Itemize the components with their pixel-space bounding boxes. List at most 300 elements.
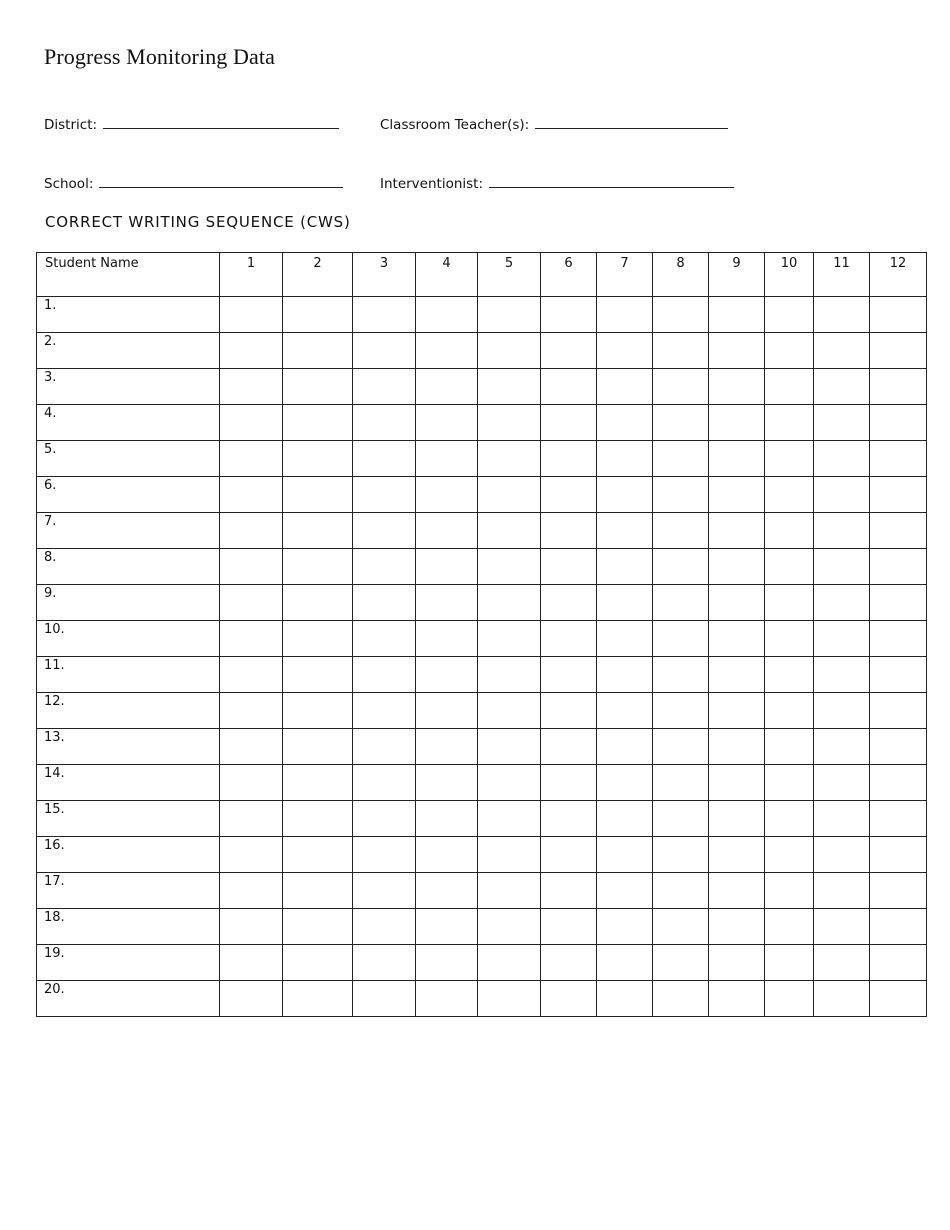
score-cell[interactable] <box>709 909 765 945</box>
score-cell[interactable] <box>416 801 478 837</box>
score-cell[interactable] <box>765 765 814 801</box>
score-cell[interactable] <box>283 909 353 945</box>
score-cell[interactable] <box>870 693 927 729</box>
score-cell[interactable] <box>541 369 597 405</box>
student-name-cell[interactable]: 15. <box>37 801 220 837</box>
score-cell[interactable] <box>478 873 541 909</box>
score-cell[interactable] <box>814 873 870 909</box>
score-cell[interactable] <box>283 369 353 405</box>
score-cell[interactable] <box>870 837 927 873</box>
score-cell[interactable] <box>870 729 927 765</box>
score-cell[interactable] <box>541 513 597 549</box>
score-cell[interactable] <box>353 981 416 1017</box>
score-cell[interactable] <box>709 441 765 477</box>
table-row <box>37 765 927 801</box>
score-cell[interactable] <box>653 297 709 333</box>
week-header: 3 <box>353 253 416 297</box>
score-cell[interactable] <box>541 621 597 657</box>
score-cell[interactable] <box>765 549 814 585</box>
score-cell[interactable] <box>478 369 541 405</box>
table-row <box>37 657 927 693</box>
table-row <box>37 693 927 729</box>
student-name-cell[interactable]: 8. <box>37 549 220 585</box>
score-cell[interactable] <box>541 801 597 837</box>
score-cell[interactable] <box>220 369 283 405</box>
score-cell[interactable] <box>870 513 927 549</box>
score-cell[interactable] <box>416 405 478 441</box>
week-header: 9 <box>709 253 765 297</box>
score-cell[interactable] <box>765 405 814 441</box>
score-cell[interactable] <box>765 333 814 369</box>
score-cell[interactable] <box>478 657 541 693</box>
score-cell[interactable] <box>283 657 353 693</box>
classroom-teacher-field[interactable] <box>380 117 728 133</box>
score-cell[interactable] <box>220 477 283 513</box>
table-row <box>37 909 927 945</box>
score-cell[interactable] <box>653 909 709 945</box>
score-cell[interactable] <box>765 981 814 1017</box>
score-cell[interactable] <box>765 837 814 873</box>
score-cell[interactable] <box>814 729 870 765</box>
score-cell[interactable] <box>478 981 541 1017</box>
score-cell[interactable] <box>814 801 870 837</box>
score-cell[interactable] <box>353 729 416 765</box>
score-cell[interactable] <box>283 837 353 873</box>
score-cell[interactable] <box>653 657 709 693</box>
student-name-cell[interactable]: 17. <box>37 873 220 909</box>
score-cell[interactable] <box>416 765 478 801</box>
table-row <box>37 585 927 621</box>
score-cell[interactable] <box>814 981 870 1017</box>
student-name-cell[interactable]: 20. <box>37 981 220 1017</box>
score-cell[interactable] <box>870 369 927 405</box>
score-cell[interactable] <box>765 477 814 513</box>
score-cell[interactable] <box>353 909 416 945</box>
score-cell[interactable] <box>597 297 653 333</box>
score-cell[interactable] <box>814 837 870 873</box>
score-cell[interactable] <box>220 297 283 333</box>
table-row <box>37 873 927 909</box>
student-name-cell[interactable]: 16. <box>37 837 220 873</box>
score-cell[interactable] <box>478 945 541 981</box>
score-cell[interactable] <box>283 405 353 441</box>
school-field[interactable] <box>44 176 343 192</box>
table-row <box>37 513 927 549</box>
student-name-cell[interactable]: 6. <box>37 477 220 513</box>
score-cell[interactable] <box>709 369 765 405</box>
score-cell[interactable] <box>653 729 709 765</box>
score-cell[interactable] <box>353 693 416 729</box>
score-cell[interactable] <box>597 513 653 549</box>
score-cell[interactable] <box>541 873 597 909</box>
score-cell[interactable] <box>416 297 478 333</box>
score-cell[interactable] <box>541 981 597 1017</box>
score-cell[interactable] <box>597 693 653 729</box>
score-cell[interactable] <box>597 477 653 513</box>
score-cell[interactable] <box>220 621 283 657</box>
score-cell[interactable] <box>653 477 709 513</box>
student-name-cell[interactable]: 18. <box>37 909 220 945</box>
score-cell[interactable] <box>814 945 870 981</box>
score-cell[interactable] <box>283 441 353 477</box>
score-cell[interactable] <box>709 477 765 513</box>
score-cell[interactable] <box>814 549 870 585</box>
score-cell[interactable] <box>870 333 927 369</box>
score-cell[interactable] <box>220 981 283 1017</box>
student-name-cell[interactable]: 2. <box>37 333 220 369</box>
score-cell[interactable] <box>870 405 927 441</box>
score-cell[interactable] <box>814 621 870 657</box>
score-cell[interactable] <box>765 873 814 909</box>
interventionist-field[interactable] <box>380 176 734 192</box>
classroom-teacher-blank-line[interactable] <box>535 117 728 129</box>
score-cell[interactable] <box>653 873 709 909</box>
score-cell[interactable] <box>653 549 709 585</box>
score-cell[interactable] <box>541 297 597 333</box>
score-cell[interactable] <box>709 729 765 765</box>
score-cell[interactable] <box>541 765 597 801</box>
score-cell[interactable] <box>220 657 283 693</box>
score-cell[interactable] <box>765 657 814 693</box>
score-cell[interactable] <box>416 837 478 873</box>
score-cell[interactable] <box>653 945 709 981</box>
score-cell[interactable] <box>597 441 653 477</box>
score-cell[interactable] <box>597 333 653 369</box>
score-cell[interactable] <box>541 693 597 729</box>
score-cell[interactable] <box>220 873 283 909</box>
score-cell[interactable] <box>478 513 541 549</box>
score-cell[interactable] <box>416 549 478 585</box>
week-header: 4 <box>416 253 478 297</box>
score-cell[interactable] <box>220 765 283 801</box>
page-title: Progress Monitoring Data <box>44 44 275 69</box>
score-cell[interactable] <box>220 333 283 369</box>
score-cell[interactable] <box>220 405 283 441</box>
student-name-cell[interactable]: 10. <box>37 621 220 657</box>
score-cell[interactable] <box>283 333 353 369</box>
score-cell[interactable] <box>709 945 765 981</box>
score-cell[interactable] <box>870 981 927 1017</box>
score-cell[interactable] <box>814 693 870 729</box>
table-row <box>37 621 927 657</box>
score-cell[interactable] <box>283 981 353 1017</box>
score-cell[interactable] <box>283 549 353 585</box>
score-cell[interactable] <box>653 801 709 837</box>
score-cell[interactable] <box>814 585 870 621</box>
student-name-cell[interactable]: 4. <box>37 405 220 441</box>
score-cell[interactable] <box>416 621 478 657</box>
score-cell[interactable] <box>653 837 709 873</box>
table-row <box>37 333 927 369</box>
score-cell[interactable] <box>653 405 709 441</box>
score-cell[interactable] <box>478 549 541 585</box>
score-cell[interactable] <box>765 621 814 657</box>
score-cell[interactable] <box>541 729 597 765</box>
score-cell[interactable] <box>653 585 709 621</box>
score-cell[interactable] <box>765 369 814 405</box>
student-name-cell[interactable]: 1. <box>37 297 220 333</box>
score-cell[interactable] <box>353 441 416 477</box>
score-cell[interactable] <box>478 909 541 945</box>
score-cell[interactable] <box>709 513 765 549</box>
score-cell[interactable] <box>283 477 353 513</box>
score-cell[interactable] <box>220 585 283 621</box>
score-cell[interactable] <box>541 477 597 513</box>
student-name-cell[interactable]: 13. <box>37 729 220 765</box>
score-cell[interactable] <box>416 585 478 621</box>
score-cell[interactable] <box>653 765 709 801</box>
score-cell[interactable] <box>541 909 597 945</box>
score-cell[interactable] <box>283 945 353 981</box>
score-cell[interactable] <box>416 369 478 405</box>
score-cell[interactable] <box>597 729 653 765</box>
score-cell[interactable] <box>653 981 709 1017</box>
score-cell[interactable] <box>814 441 870 477</box>
week-header: 7 <box>597 253 653 297</box>
score-cell[interactable] <box>478 441 541 477</box>
score-cell[interactable] <box>416 477 478 513</box>
score-cell[interactable] <box>653 621 709 657</box>
score-cell[interactable] <box>478 801 541 837</box>
score-cell[interactable] <box>870 909 927 945</box>
score-cell[interactable] <box>870 297 927 333</box>
score-cell[interactable] <box>220 909 283 945</box>
score-cell[interactable] <box>478 333 541 369</box>
score-cell[interactable] <box>478 837 541 873</box>
district-label: District: <box>44 117 98 133</box>
score-cell[interactable] <box>709 333 765 369</box>
score-cell[interactable] <box>653 513 709 549</box>
score-cell[interactable] <box>220 693 283 729</box>
score-cell[interactable] <box>870 621 927 657</box>
score-cell[interactable] <box>709 801 765 837</box>
score-cell[interactable] <box>870 873 927 909</box>
score-cell[interactable] <box>416 441 478 477</box>
score-cell[interactable] <box>597 405 653 441</box>
score-cell[interactable] <box>541 945 597 981</box>
score-cell[interactable] <box>478 405 541 441</box>
score-cell[interactable] <box>870 801 927 837</box>
score-cell[interactable] <box>814 513 870 549</box>
score-cell[interactable] <box>709 873 765 909</box>
district-blank-line[interactable] <box>103 117 339 129</box>
student-name-cell[interactable]: 7. <box>37 513 220 549</box>
score-cell[interactable] <box>709 405 765 441</box>
score-cell[interactable] <box>283 585 353 621</box>
score-cell[interactable] <box>814 765 870 801</box>
table-row <box>37 729 927 765</box>
student-name-cell[interactable]: 19. <box>37 945 220 981</box>
score-cell[interactable] <box>353 621 416 657</box>
score-cell[interactable] <box>765 801 814 837</box>
student-name-cell[interactable]: 3. <box>37 369 220 405</box>
score-cell[interactable] <box>765 297 814 333</box>
score-cell[interactable] <box>653 333 709 369</box>
score-cell[interactable] <box>597 873 653 909</box>
score-cell[interactable] <box>283 693 353 729</box>
score-cell[interactable] <box>709 981 765 1017</box>
student-name-cell[interactable]: 5. <box>37 441 220 477</box>
score-cell[interactable] <box>220 549 283 585</box>
score-cell[interactable] <box>416 981 478 1017</box>
score-cell[interactable] <box>416 873 478 909</box>
score-cell[interactable] <box>478 693 541 729</box>
score-cell[interactable] <box>541 549 597 585</box>
score-cell[interactable] <box>814 477 870 513</box>
score-cell[interactable] <box>765 945 814 981</box>
score-cell[interactable] <box>870 477 927 513</box>
score-cell[interactable] <box>478 477 541 513</box>
score-cell[interactable] <box>765 693 814 729</box>
score-cell[interactable] <box>541 405 597 441</box>
student-name-cell[interactable]: 14. <box>37 765 220 801</box>
score-cell[interactable] <box>597 909 653 945</box>
score-cell[interactable] <box>541 441 597 477</box>
student-name-cell[interactable]: 9. <box>37 585 220 621</box>
district-field[interactable] <box>44 117 339 133</box>
score-cell[interactable] <box>541 657 597 693</box>
score-cell[interactable] <box>478 729 541 765</box>
score-cell[interactable] <box>814 369 870 405</box>
score-cell[interactable] <box>478 585 541 621</box>
score-cell[interactable] <box>870 585 927 621</box>
score-cell[interactable] <box>416 909 478 945</box>
score-cell[interactable] <box>765 729 814 765</box>
score-cell[interactable] <box>478 765 541 801</box>
score-cell[interactable] <box>353 585 416 621</box>
student-name-cell[interactable]: 12. <box>37 693 220 729</box>
table-row <box>37 441 927 477</box>
table-row <box>37 801 927 837</box>
score-cell[interactable] <box>220 945 283 981</box>
score-cell[interactable] <box>709 765 765 801</box>
score-cell[interactable] <box>709 549 765 585</box>
score-cell[interactable] <box>283 765 353 801</box>
score-cell[interactable] <box>597 765 653 801</box>
score-cell[interactable] <box>709 837 765 873</box>
score-cell[interactable] <box>653 441 709 477</box>
score-cell[interactable] <box>597 981 653 1017</box>
score-cell[interactable] <box>416 693 478 729</box>
score-cell[interactable] <box>597 621 653 657</box>
score-cell[interactable] <box>220 837 283 873</box>
score-cell[interactable] <box>653 693 709 729</box>
score-cell[interactable] <box>653 369 709 405</box>
score-cell[interactable] <box>765 585 814 621</box>
score-cell[interactable] <box>353 873 416 909</box>
header-row <box>37 253 927 297</box>
score-cell[interactable] <box>541 837 597 873</box>
score-cell[interactable] <box>814 333 870 369</box>
score-cell[interactable] <box>283 729 353 765</box>
score-cell[interactable] <box>353 837 416 873</box>
score-cell[interactable] <box>597 657 653 693</box>
score-cell[interactable] <box>870 549 927 585</box>
table-row <box>37 297 927 333</box>
score-cell[interactable] <box>765 441 814 477</box>
score-cell[interactable] <box>220 441 283 477</box>
score-cell[interactable] <box>709 585 765 621</box>
score-cell[interactable] <box>283 621 353 657</box>
score-cell[interactable] <box>870 441 927 477</box>
score-cell[interactable] <box>541 333 597 369</box>
score-cell[interactable] <box>353 657 416 693</box>
score-cell[interactable] <box>709 693 765 729</box>
score-cell[interactable] <box>283 297 353 333</box>
score-cell[interactable] <box>283 801 353 837</box>
score-cell[interactable] <box>597 585 653 621</box>
score-cell[interactable] <box>353 297 416 333</box>
score-cell[interactable] <box>814 405 870 441</box>
score-cell[interactable] <box>220 729 283 765</box>
score-cell[interactable] <box>353 549 416 585</box>
score-cell[interactable] <box>597 369 653 405</box>
score-cell[interactable] <box>416 333 478 369</box>
score-cell[interactable] <box>765 513 814 549</box>
score-cell[interactable] <box>353 945 416 981</box>
score-cell[interactable] <box>416 945 478 981</box>
score-cell[interactable] <box>597 549 653 585</box>
week-header: 11 <box>814 253 870 297</box>
score-cell[interactable] <box>709 657 765 693</box>
score-cell[interactable] <box>353 369 416 405</box>
score-cell[interactable] <box>765 909 814 945</box>
progress-table <box>36 252 927 1017</box>
score-cell[interactable] <box>709 621 765 657</box>
score-cell[interactable] <box>416 513 478 549</box>
school-label: School: <box>44 176 94 192</box>
week-header: 6 <box>541 253 597 297</box>
score-cell[interactable] <box>353 801 416 837</box>
score-cell[interactable] <box>353 477 416 513</box>
score-cell[interactable] <box>416 657 478 693</box>
score-cell[interactable] <box>597 837 653 873</box>
score-cell[interactable] <box>283 513 353 549</box>
score-cell[interactable] <box>597 801 653 837</box>
score-cell[interactable] <box>283 873 353 909</box>
table-row <box>37 405 927 441</box>
score-cell[interactable] <box>353 765 416 801</box>
table-row <box>37 477 927 513</box>
score-cell[interactable] <box>220 513 283 549</box>
score-cell[interactable] <box>870 657 927 693</box>
score-cell[interactable] <box>478 621 541 657</box>
table-body <box>37 297 927 1017</box>
score-cell[interactable] <box>220 801 283 837</box>
table-row <box>37 837 927 873</box>
score-cell[interactable] <box>814 909 870 945</box>
score-cell[interactable] <box>541 585 597 621</box>
table-row <box>37 981 927 1017</box>
score-cell[interactable] <box>870 765 927 801</box>
score-cell[interactable] <box>597 945 653 981</box>
score-cell[interactable] <box>353 513 416 549</box>
score-cell[interactable] <box>814 657 870 693</box>
score-cell[interactable] <box>353 333 416 369</box>
score-cell[interactable] <box>478 297 541 333</box>
score-cell[interactable] <box>709 297 765 333</box>
score-cell[interactable] <box>814 297 870 333</box>
interventionist-blank-line[interactable] <box>489 176 734 188</box>
student-name-cell[interactable]: 11. <box>37 657 220 693</box>
score-cell[interactable] <box>416 729 478 765</box>
score-cell[interactable] <box>870 945 927 981</box>
week-header: 2 <box>283 253 353 297</box>
school-blank-line[interactable] <box>99 176 343 188</box>
week-header: 5 <box>478 253 541 297</box>
score-cell[interactable] <box>353 405 416 441</box>
week-header: 8 <box>653 253 709 297</box>
